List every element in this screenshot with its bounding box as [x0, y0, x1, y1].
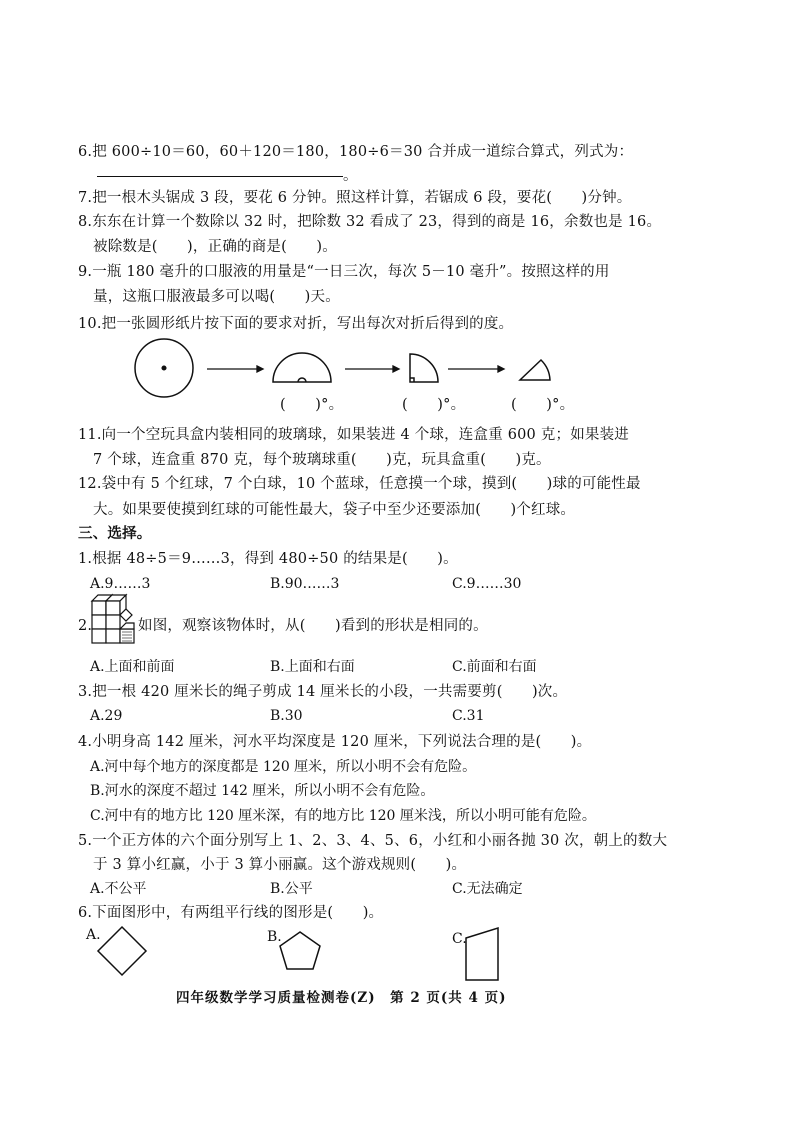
choice-question-2: 如图，观察该物体时，从( )看到的形状是相同的。 — [138, 618, 488, 634]
full-circle-shape — [135, 339, 193, 397]
question-9-line1: 9.一瓶 180 毫升的口服液的用量是“一日三次，每次 5－10 毫升”。按照这样的用 — [78, 264, 610, 280]
question-8-line2: 被除数是( )，正确的商是( )。 — [93, 239, 337, 255]
question-11-line1: 11.向一个空玩具盒内装相同的玻璃球，如果装进 4 个球，连盒重 600 克；如果装进 — [78, 427, 629, 443]
cube-stack-figure — [86, 593, 138, 649]
option-c[interactable]: C.9……30 — [452, 576, 522, 592]
option-b[interactable]: B.90……3 — [270, 576, 340, 592]
quarter-circle-shape — [410, 354, 438, 382]
choice-question-5-line1: 5.一个正方体的六个面分别写上 1、2、3、4、5、6，小红和小丽各抛 30 次，朝上的数大 — [78, 833, 668, 849]
fold-answer-1[interactable]: ( )°。 — [280, 397, 344, 413]
choice-question-4: 4.小明身高 142 厘米，河水平均深度是 120 厘米，下列说法合理的是( )。 — [78, 734, 592, 750]
option-c[interactable]: C. — [452, 931, 467, 947]
question-text: 6.把 600÷10＝60，60＋120＝180，180÷6＝30 合并成一道综合算式，列式为： — [78, 144, 634, 160]
choice-question-2-number: 2. — [78, 618, 93, 634]
arrow-icon — [345, 366, 399, 372]
question-7-fill: 7.把一根木头锯成 3 段，要花 6 分钟。照这样计算，若锯成 6 段，要花( )分钟。 — [78, 190, 632, 206]
choice-question-5-line2: 于 3 算小红赢，小于 3 算小丽赢。这个游戏规则( )。 — [93, 857, 467, 873]
option-a[interactable]: A.河中每个地方的深度都是 120 厘米，所以小明不会有危险。 — [90, 759, 477, 775]
option-c[interactable]: C.无法确定 — [452, 881, 523, 897]
fold-answer-2[interactable]: ( )°。 — [402, 397, 466, 413]
pentagon-shape — [276, 929, 324, 973]
option-c[interactable]: C.河中有的地方比 120 厘米深，有的地方比 120 厘米浅，所以小明可能有危险。 — [90, 808, 596, 824]
question-12-line1: 12.袋中有 5 个红球，7 个白球，10 个蓝球，任意摸一个球，摸到( )球的可能性最 — [78, 476, 641, 492]
answer-line[interactable] — [97, 176, 343, 177]
option-b[interactable]: B. — [267, 929, 282, 945]
option-b[interactable]: B.30 — [270, 708, 303, 724]
answer-line-end: 。 — [343, 168, 358, 184]
option-a[interactable]: A.上面和前面 — [90, 659, 175, 675]
option-a[interactable]: A.不公平 — [90, 881, 147, 897]
page-footer: 四年级数学学习质量检测卷(Z) 第 2 页(共 4 页) — [176, 990, 507, 1006]
option-b[interactable]: B.上面和右面 — [270, 659, 355, 675]
section-title: 三、选择。 — [78, 526, 152, 542]
option-c[interactable]: C.31 — [452, 708, 485, 724]
arrow-icon — [448, 366, 504, 372]
option-a[interactable]: A. — [86, 927, 101, 943]
option-a[interactable]: A.9……3 — [90, 576, 151, 592]
question-9-line2: 量，这瓶口服液最多可以喝( )天。 — [93, 289, 340, 305]
option-a[interactable]: A.29 — [90, 708, 123, 724]
question-6-fill — [78, 142, 633, 162]
question-8-line1: 8.东东在计算一个数除以 32 时，把除数 32 看成了 23，得到的商是 16，余数也是 16。 — [78, 214, 662, 230]
choice-question-3: 3.把一根 420 厘米长的绳子剪成 14 厘米长的小段，一共需要剪( )次。 — [78, 684, 568, 700]
square-diamond-shape — [94, 925, 150, 977]
question-12-line2: 大。如果要使摸到红球的可能性最大，袋子中至少还要添加( )个红球。 — [93, 502, 576, 518]
option-b[interactable]: B.公平 — [270, 881, 313, 897]
semicircle-shape — [273, 353, 331, 382]
option-c[interactable]: C.前面和右面 — [452, 659, 537, 675]
fold-answer-3[interactable]: ( )°。 — [511, 397, 575, 413]
question-11-line2: 7 个球，连盒重 870 克，每个玻璃球重( )克，玩具盒重( )克。 — [93, 452, 551, 468]
trapezoid-shape — [460, 924, 506, 984]
choice-question-6: 6.下面图形中，有两组平行线的图形是( )。 — [78, 905, 384, 921]
arrow-icon — [207, 366, 263, 372]
choice-question-1: 1.根据 48÷5＝9……3，得到 480÷50 的结果是( )。 — [78, 551, 458, 567]
option-b[interactable]: B.河水的深度不超过 142 厘米，所以小明不会有危险。 — [90, 783, 435, 799]
eighth-circle-shape — [520, 360, 550, 380]
paper-folding-figure — [130, 336, 590, 402]
question-10-line1: 10.把一张圆形纸片按下面的要求对折，写出每次对折后得到的度。 — [78, 316, 514, 332]
